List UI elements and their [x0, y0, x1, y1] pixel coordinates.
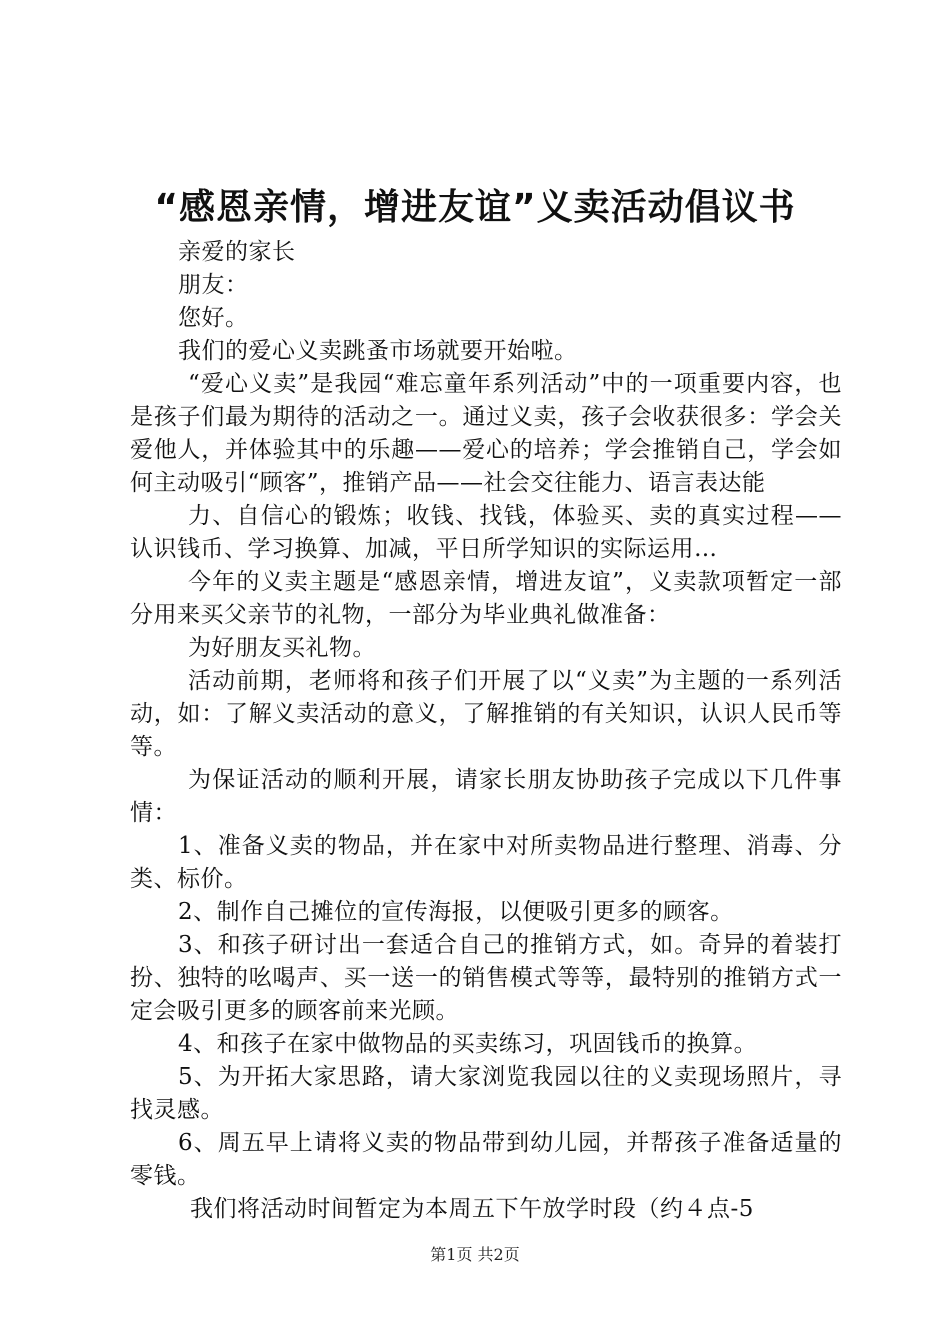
paragraph-purpose-cont: 力、自信心的锻炼；收钱、找钱，体验买、卖的真实过程——认识钱币、学习换算、加减，平日所学知识的实际运用… — [130, 503, 842, 562]
paragraph-intro: 我们的爱心义卖跳蚤市场就要开始啦。 — [178, 338, 578, 364]
paragraph-schedule: 我们将活动时间暂定为本周五下午放学时段（约４点-5 — [190, 1196, 754, 1222]
list-item: 6、周五早上请将义卖的物品带到幼儿园，并帮孩子准备适量的零钱。 — [130, 1130, 842, 1189]
list-item: 2、制作自己摊位的宣传海报，以便吸引更多的顾客。 — [178, 899, 734, 925]
list-item: 4、和孩子在家中做物品的买卖练习，巩固钱币的换算。 — [178, 1031, 758, 1057]
salutation-line-1: 亲爱的家长 — [178, 239, 296, 265]
list-item: 5、为开拓大家思路，请大家浏览我园以往的义卖现场照片，寻找灵感。 — [130, 1064, 842, 1123]
document-body — [130, 236, 842, 1226]
page-footer: 第1页 共2页 — [430, 1245, 520, 1264]
paragraph-request: 为保证活动的顺利开展，请家长朋友协助孩子完成以下几件事情： — [130, 767, 842, 826]
paragraph-theme-cont: 为好朋友买礼物。 — [188, 635, 376, 661]
paragraph-purpose: “爱心义卖”是我园“难忘童年系列活动”中的一项重要内容，也是孩子们最为期待的活动之一。通过义卖，孩子会收获很多：学会关爱他人，并体验其中的乐趣——爱心的培养；学会推销自己，学会如何主动吸引“顾客”，推销产品——社会交往能力、语言表达能 — [130, 371, 842, 496]
list-item: 3、和孩子研讨出一套适合自己的推销方式，如。奇异的着装打扮、独特的吆喝声、买一送一的销售模式等等，最特别的推销方式一定会吸引更多的顾客前来光顾。 — [130, 932, 842, 1024]
salutation-line-2: 朋友： — [178, 272, 249, 298]
paragraph-preparation: 活动前期，老师将和孩子们开展了以“义卖”为主题的一系列活动，如：了解义卖活动的意义，了解推销的有关知识，认识人民币等等。 — [130, 668, 842, 760]
document-title: “感恩亲情，增进友谊”义卖活动倡议书 — [154, 187, 796, 228]
list-item: 1、准备义卖的物品，并在家中对所卖物品进行整理、消毒、分类、标价。 — [130, 833, 842, 892]
greeting: 您好。 — [178, 305, 249, 331]
paragraph-theme: 今年的义卖主题是“感恩亲情，增进友谊”，义卖款项暂定一部分用来买父亲节的礼物，一部分为毕业典礼做准备： — [130, 569, 842, 628]
